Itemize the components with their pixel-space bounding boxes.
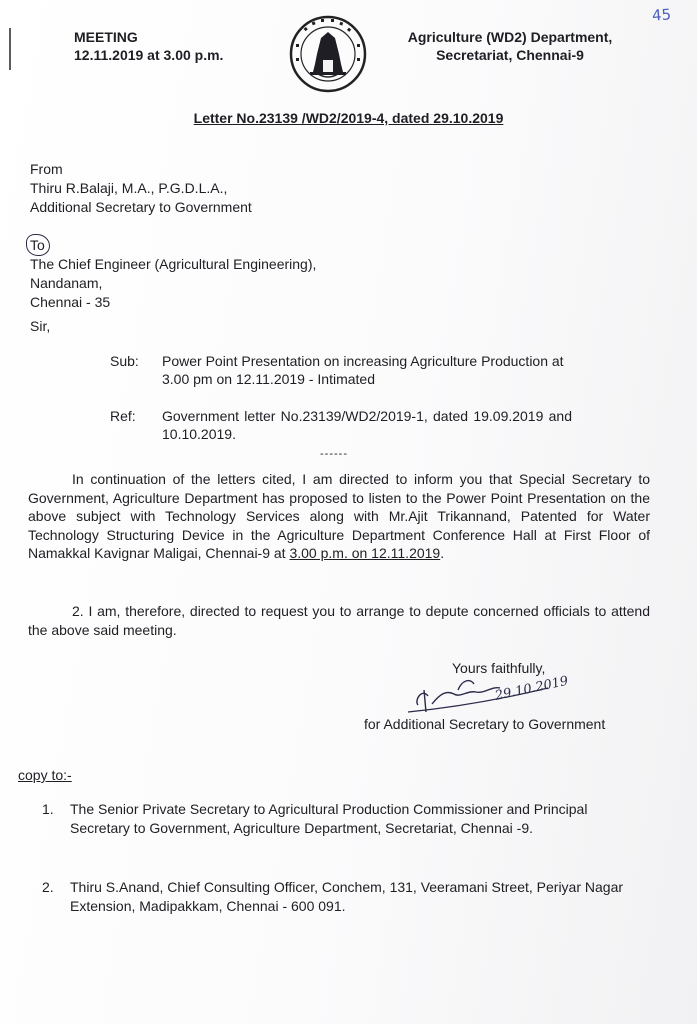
body-paragraph-1 — [28, 470, 650, 563]
to-block — [30, 236, 316, 312]
subject-block — [110, 352, 572, 388]
from-block — [30, 160, 252, 217]
subject-label: Sub: — [110, 353, 139, 369]
signature-date: 29.10.2019 — [493, 673, 570, 704]
department-info — [390, 28, 630, 64]
reference-label: Ref: — [110, 408, 136, 424]
meeting-time-underlined: 3.00 p.m. on 12.11.2019 — [289, 545, 441, 562]
from-name: Thiru R.Balaji, M.A., P.G.D.L.A., — [30, 180, 228, 196]
reference-block — [110, 407, 572, 443]
paragraph-1-text: In continuation of the letters cited, I am directed to inform you that Special Secretary to Government, Agriculture Department has proposed to listen to the Power Point Presentation on the above subject with Technology Services along with Mr.Ajit Trikannand, Patented for Water Technology Structuring Device in the Agriculture Department Conference Hall at First Floor of Namakkal Kavignar Maligai, Chennai-9 at — [28, 471, 650, 562]
copy-item-text: Thiru S.Anand, Chief Consulting Officer, Conchem, 131, Veeramani Street, Periyar Nagar Extension, Madipakkam, Chennai - 600 091. — [70, 879, 624, 914]
to-recipient: The Chief Engineer (Agricultural Engineering), — [30, 256, 317, 272]
department-location: Secretariat, Chennai-9 — [436, 47, 584, 63]
from-designation: Additional Secretary to Government — [30, 199, 252, 215]
tamil-nadu-emblem-icon — [288, 14, 368, 94]
copy-item-text: The Senior Private Secretary to Agricultural Production Commissioner and Principal Secretary to Government, Agriculture Department, Secretariat, Chennai -9. — [70, 801, 588, 836]
department-name: Agriculture (WD2) Department, — [407, 29, 613, 45]
copy-item-number: 1. — [42, 801, 54, 817]
body-paragraph-2: 2. I am, therefore, directed to request you to arrange to depute concerned officials to attend the above said meeting. — [28, 603, 650, 638]
reference-text: Government letter No.23139/WD2/2019-1, dated 19.09.2019 and 10.10.2019. — [162, 408, 572, 442]
paragraph-1-end: . — [440, 545, 445, 562]
separator: ------ — [320, 448, 348, 460]
letter-number-text: Letter No.23139 /WD2/2019-4, dated 29.10.2019 — [193, 110, 504, 126]
meeting-info — [74, 28, 223, 64]
to-city: Chennai - 35 — [30, 294, 111, 310]
meeting-datetime: 12.11.2019 at 3.00 p.m. — [74, 47, 224, 63]
subject-text: Power Point Presentation on increasing Agriculture Production at 3.00 pm on 12.11.2019 - Intimated — [162, 353, 564, 387]
salutation: Sir, — [30, 318, 51, 334]
from-label: From — [30, 161, 63, 177]
margin-mark — [9, 28, 11, 70]
to-area: Nandanam, — [30, 275, 103, 291]
page-number: 45 — [651, 5, 672, 25]
copy-item-number: 2. — [42, 879, 54, 895]
meeting-title: MEETING — [74, 29, 138, 45]
copy-item — [42, 800, 642, 838]
to-label: To — [30, 237, 45, 253]
copy-to-label: copy to:- — [18, 767, 72, 783]
handwritten-signature — [388, 660, 578, 720]
copy-item — [42, 878, 642, 916]
yours-faithfully: Yours faithfully, — [452, 660, 546, 676]
signatory-designation: for Additional Secretary to Government — [364, 716, 606, 732]
letter-reference-number — [0, 110, 697, 126]
